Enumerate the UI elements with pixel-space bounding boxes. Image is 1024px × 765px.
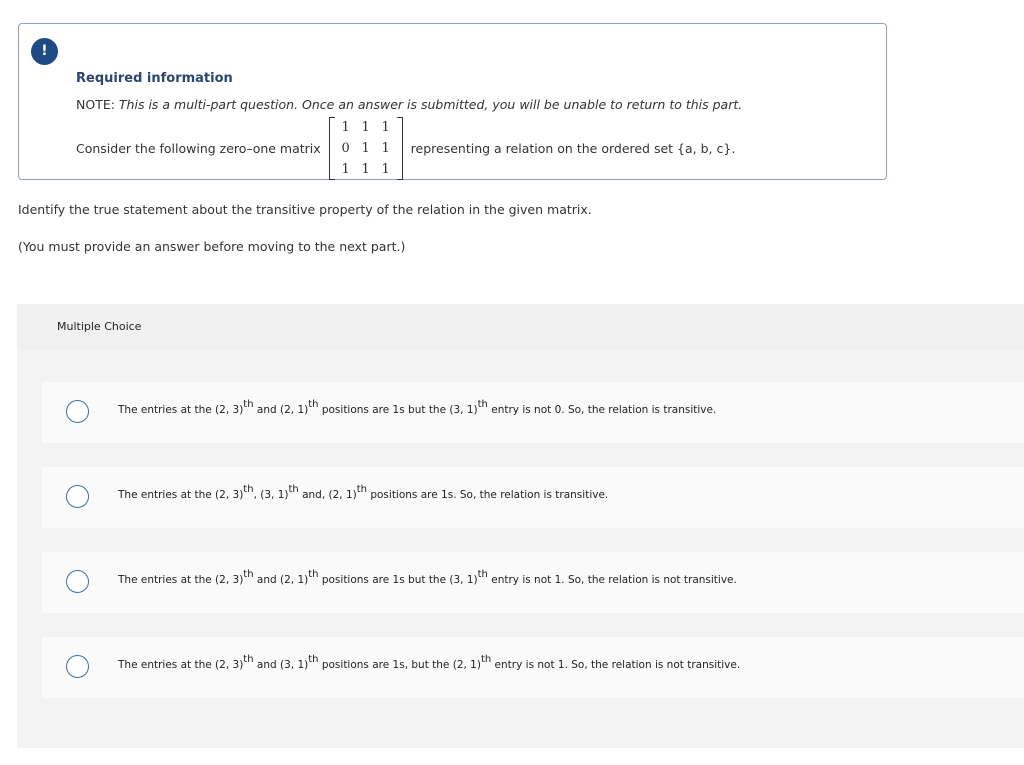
text-segment: , (3, 1) [253, 489, 289, 501]
superscript: th [308, 654, 319, 665]
superscript: th [356, 484, 367, 495]
text-segment: The entries at the (2, 3) [118, 574, 244, 586]
superscript: th [243, 399, 254, 410]
answer-option[interactable] [42, 467, 1024, 528]
radio-button[interactable] [66, 485, 89, 508]
text-segment: and (2, 1) [253, 404, 309, 416]
superscript: th [243, 654, 254, 665]
option-text [118, 654, 741, 671]
superscript: th [243, 569, 254, 580]
superscript: th [477, 399, 488, 410]
matrix-cell: 1 [341, 119, 350, 135]
matrix-row [336, 117, 396, 138]
radio-button[interactable] [66, 570, 89, 593]
matrix-cell: 1 [381, 161, 390, 177]
multiple-choice-label: Multiple Choice [57, 320, 142, 333]
question-text: Identify the true statement about the transitive property of the relation in the given matrix. [18, 202, 592, 217]
text-segment: and, (2, 1) [298, 489, 357, 501]
text-segment: The entries at the (2, 3) [118, 659, 244, 671]
note-text [76, 97, 742, 112]
matrix-row [336, 159, 396, 180]
note-label: NOTE: [76, 97, 119, 112]
matrix-cell: 1 [341, 161, 350, 177]
answer-option[interactable] [42, 552, 1024, 613]
radio-button[interactable] [66, 400, 89, 423]
text-segment: The entries at the (2, 3) [118, 404, 244, 416]
matrix-statement [76, 118, 735, 178]
text-segment: positions are 1s, but the (2, 1) [318, 659, 481, 671]
text-segment: entry is not 0. So, the relation is transitive. [487, 404, 717, 416]
text-segment: positions are 1s but the (3, 1) [318, 404, 478, 416]
superscript: th [288, 484, 299, 495]
superscript: th [308, 399, 319, 410]
instruction-text: (You must provide an answer before moving to the next part.) [18, 239, 406, 254]
superscript: th [308, 569, 319, 580]
superscript: th [243, 484, 254, 495]
option-text [118, 569, 737, 586]
text-segment: and (3, 1) [253, 659, 309, 671]
matrix-cell: 1 [381, 140, 390, 156]
note-body: This is a multi-part question. Once an answer is submitted, you will be unable to return to this part. [118, 97, 743, 112]
text-segment: positions are 1s but the (3, 1) [318, 574, 478, 586]
superscript: th [477, 569, 488, 580]
relation-text: representing a relation on the ordered set {a, b, c}. [410, 140, 736, 156]
required-information-box [18, 23, 887, 180]
matrix-cell: 0 [341, 140, 350, 156]
answer-options [17, 350, 1024, 748]
alert-icon: ! [31, 38, 58, 65]
option-text [118, 484, 609, 501]
consider-text: Consider the following zero–one matrix [76, 140, 321, 156]
multiple-choice-header [17, 304, 1024, 350]
text-segment: and (2, 1) [253, 574, 309, 586]
radio-button[interactable] [66, 655, 89, 678]
option-text [118, 399, 717, 416]
matrix-cell: 1 [361, 161, 370, 177]
superscript: th [480, 654, 492, 665]
matrix-cell: 1 [361, 119, 370, 135]
text-segment: positions are 1s. So, the relation is transitive. [367, 489, 609, 501]
matrix-cell: 1 [381, 119, 390, 135]
answer-option[interactable] [42, 382, 1024, 443]
matrix-row [336, 138, 396, 159]
matrix-cell: 1 [361, 140, 370, 156]
required-info-title: Required information [76, 71, 233, 86]
zero-one-matrix [329, 117, 403, 180]
answer-option[interactable] [42, 637, 1024, 698]
text-segment: The entries at the (2, 3) [118, 489, 244, 501]
text-segment: entry is not 1. So, the relation is not transitive. [487, 574, 737, 586]
text-segment: entry is not 1. So, the relation is not transitive. [491, 659, 741, 671]
